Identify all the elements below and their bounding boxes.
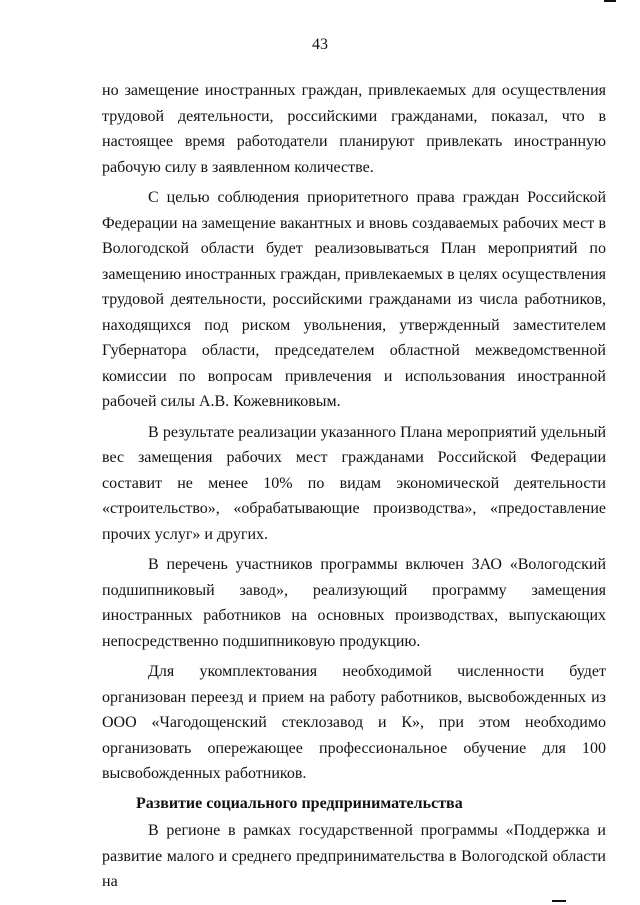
section-heading: Развитие социального предпринимательства (136, 794, 463, 812)
document-body (102, 78, 606, 895)
scan-corner-mark-bottom (552, 900, 566, 902)
paragraph-staffing: Для укомплектования необходимой численности будет организован переезд и прием на работу работников, высвобожденных из ООО «Чагодощенский стеклозавод и К», при этом необходимо организовать опережающее профессиональное обучение для 100 высвобожденных работников. (102, 663, 606, 782)
paragraph-state-program: В регионе в рамках государственной программы «Поддержка и развитие малого и среднего предпринимательства в Вологодской области на (102, 822, 606, 890)
paragraph-bearing-plant: В перечень участников программы включен ЗАО «Вологодский подшипниковый завод», реализующий программу замещения иностранных работников на основных производствах, выпускающих непосредственно подшипниковую продукцию. (102, 556, 606, 650)
paragraph-continuation: но замещение иностранных граждан, привлекаемых для осуществления трудовой деятельности, российскими гражданами, показал, что в настоящее время работодатели планируют привлекать иностранную рабочую силу в заявленном количестве. (102, 82, 606, 176)
paragraph-priority-right: С целью соблюдения приоритетного права граждан Российской Федерации на замещение вакантных и вновь создаваемых рабочих мест в Вологодской области будет реализовываться План мероприятий по замещению иностранных граждан, привлекаемых в целях осуществления трудовой деятельности, российскими гражданами из числа работников, находящихся под риском увольнения, утвержденный заместителем Губернатора области, председателем областной межведомственной комиссии по вопросам привлечения и использования иностранной рабочей силы А.В. Кожевниковым. (102, 189, 606, 410)
paragraph-plan-result: В результате реализации указанного Плана мероприятий удельный вес замещения рабочих мест гражданами Российской Федерации составит не менее 10% по видам экономической деятельности «строительство», «обрабатывающие производства», «предоставление прочих услуг» и других. (102, 423, 606, 543)
scan-corner-mark-top (604, 0, 616, 2)
page-number: 43 (312, 36, 328, 53)
